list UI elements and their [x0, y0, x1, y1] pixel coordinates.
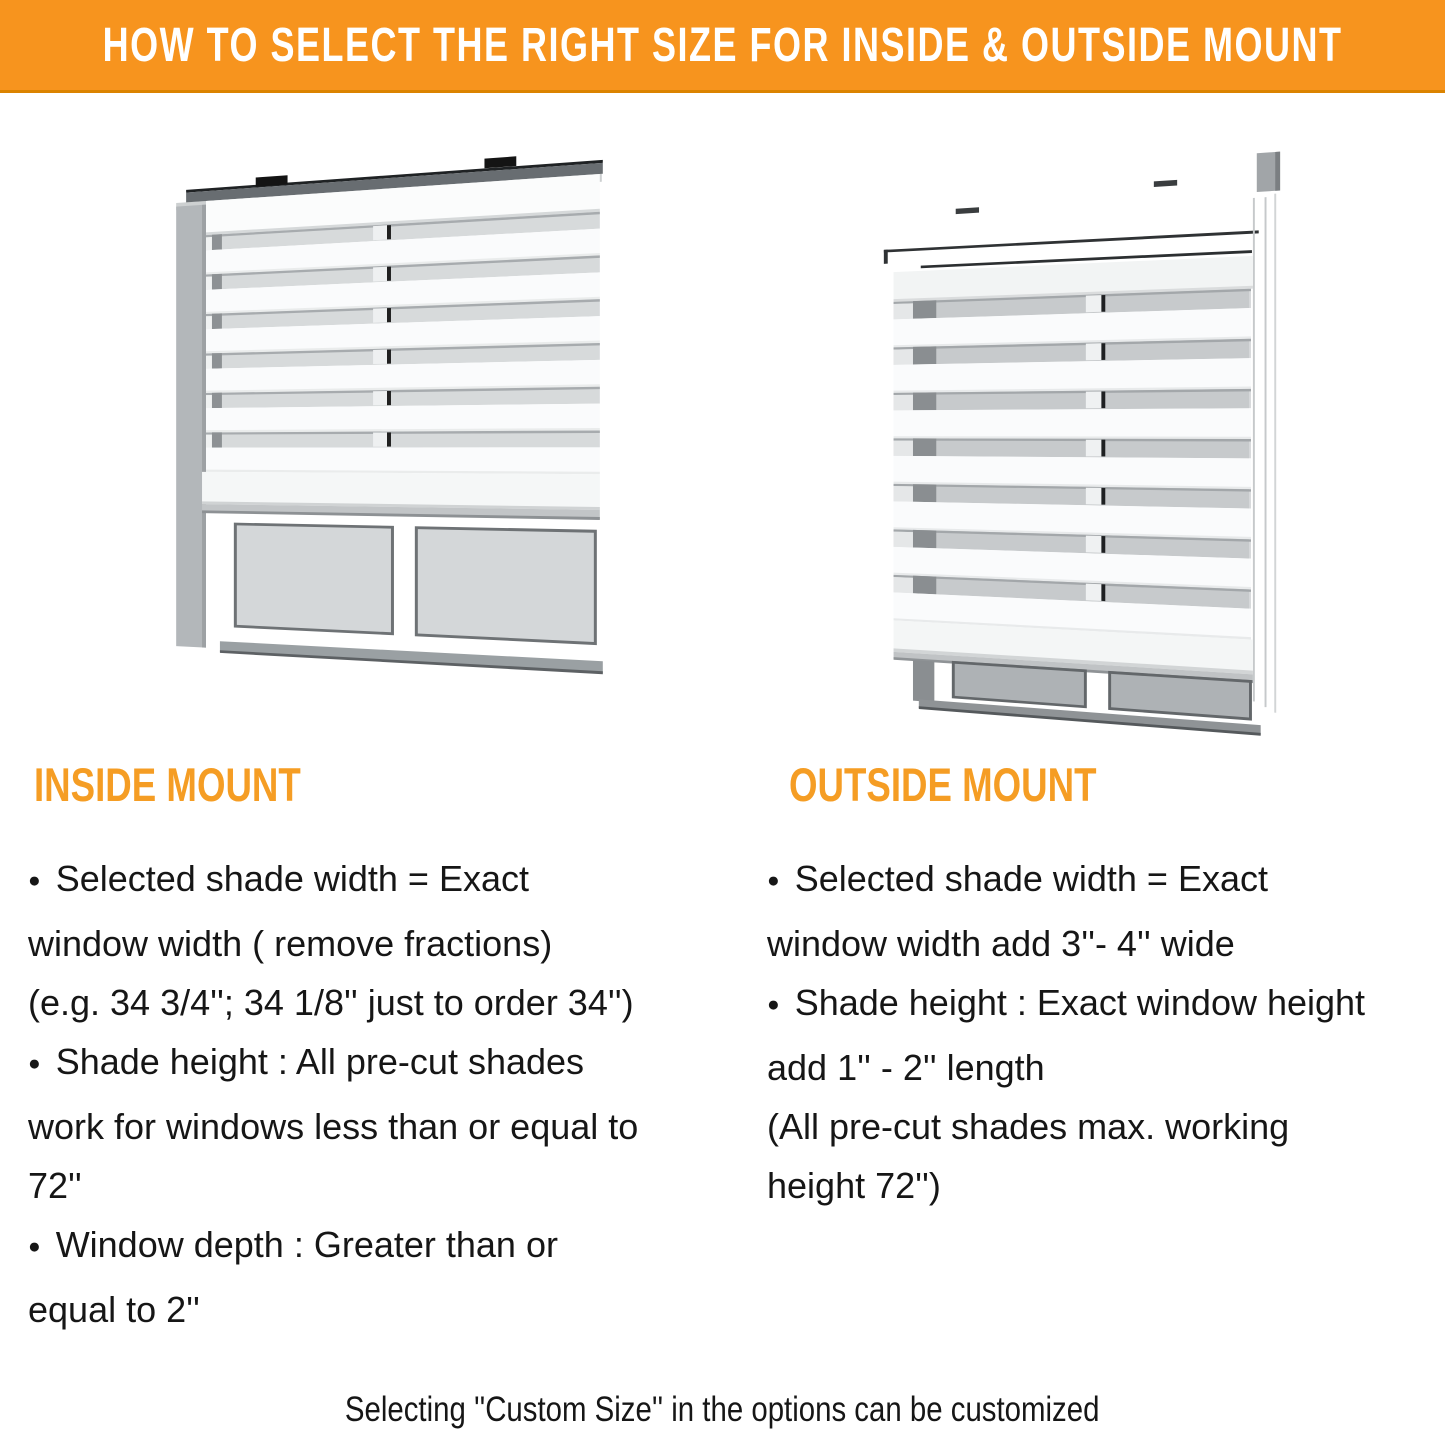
- bullet-icon: ●: [28, 869, 41, 892]
- inside-mount-heading: INSIDE MOUNT: [34, 758, 301, 811]
- text-line: [767, 1097, 1445, 1156]
- line-text: Shade height : Exact window height: [794, 982, 1366, 1023]
- line-text: (All pre-cut shades max. working: [767, 1106, 1290, 1147]
- line-text: height 72''): [767, 1165, 941, 1206]
- outside-mount-heading: OUTSIDE MOUNT: [789, 758, 1097, 811]
- text-line: [767, 849, 1445, 914]
- bullet-icon: ●: [28, 1052, 41, 1075]
- text-line: [28, 1280, 712, 1339]
- banner-title: HOW TO SELECT THE RIGHT SIZE FOR INSIDE & OUTSIDE MOUNT: [102, 18, 1343, 72]
- column-inside-mount: [0, 753, 712, 1339]
- line-text: Selected shade width = Exact: [794, 858, 1268, 899]
- line-text: equal to 2'': [28, 1289, 200, 1330]
- text-line: [767, 973, 1445, 1038]
- line-text: 72'': [28, 1165, 82, 1206]
- text-line: [767, 1156, 1445, 1215]
- text-line: [28, 973, 712, 1032]
- text-line: [28, 1032, 712, 1097]
- text-columns: [0, 753, 1445, 1339]
- line-text: Shade height : All pre-cut shades: [55, 1041, 585, 1082]
- heading-wrap: [789, 759, 1445, 811]
- line-text: window width ( remove fractions): [28, 923, 553, 964]
- line-text: (e.g. 34 3/4''; 34 1/8'' just to order 34''): [28, 982, 634, 1023]
- header-banner: [0, 0, 1445, 93]
- text-line: [767, 914, 1445, 973]
- outside-mount-blind-illustration: [872, 140, 1290, 747]
- inside-mount-blind-illustration: [158, 152, 616, 694]
- footer-note: Selecting ''Custom Size'' in the options can be customized: [345, 1390, 1100, 1429]
- bullet-icon: ●: [767, 993, 780, 1016]
- illustrations-area: [0, 93, 1445, 753]
- text-line: [28, 1156, 712, 1215]
- footer: [0, 1389, 1445, 1431]
- heading-wrap: [34, 759, 712, 811]
- line-text: Selected shade width = Exact: [55, 858, 529, 899]
- line-text: work for windows less than or equal to: [28, 1106, 639, 1147]
- text-line: [767, 1038, 1445, 1097]
- column-outside-mount: [712, 753, 1445, 1339]
- bullet-icon: ●: [767, 869, 780, 892]
- text-line: [28, 914, 712, 973]
- line-text: Window depth : Greater than or: [55, 1224, 558, 1265]
- line-text: window width add 3''- 4'' wide: [767, 923, 1235, 964]
- text-line: [28, 849, 712, 914]
- text-line: [28, 1097, 712, 1156]
- text-line: [28, 1215, 712, 1280]
- bullet-icon: ●: [28, 1235, 41, 1258]
- line-text: add 1'' - 2'' length: [767, 1047, 1045, 1088]
